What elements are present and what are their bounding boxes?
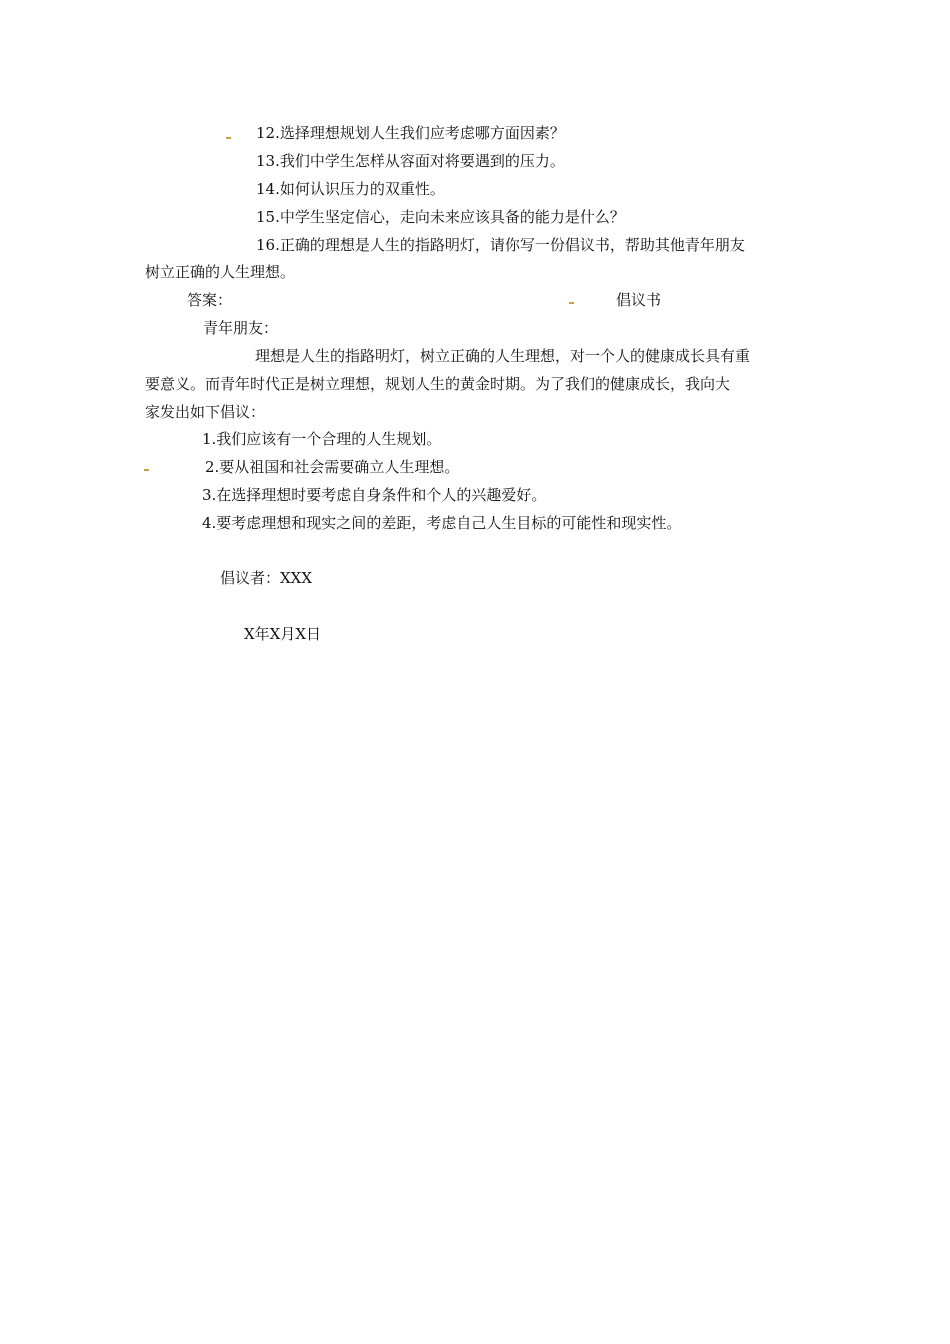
salutation: 青年朋友： (203, 319, 279, 337)
decorative-mark (144, 469, 149, 471)
question-15: 15.中学生坚定信心，走向未来应该具备的能力是什么？ (256, 208, 625, 226)
proposal-title: 倡议书 (616, 291, 662, 309)
question-16-line2: 树立正确的人生理想。 (145, 263, 296, 281)
date: X年X月X日 (244, 625, 322, 643)
proposal-item: 1.我们应该有一个合理的人生规划。 (202, 430, 442, 448)
answer-label: 答案： (187, 291, 233, 309)
question-16-line1: 16.正确的理想是人生的指路明灯，请你写一份倡议书，帮助其他青年朋友 (256, 236, 745, 254)
decorative-mark (569, 302, 574, 304)
intro-line-3: 家发出如下倡议： (145, 403, 266, 421)
question-14: 14.如何认识压力的双重性。 (256, 180, 445, 198)
decorative-mark (226, 137, 231, 139)
proposal-item: 4.要考虑理想和现实之间的差距，考虑自己人生目标的可能性和现实性。 (202, 514, 682, 532)
question-12: 12.选择理想规划人生我们应考虑哪方面因素？ (256, 124, 565, 142)
signer: 倡议者：XXX (220, 569, 313, 587)
intro-line-1: 理想是人生的指路明灯，树立正确的人生理想，对一个人的健康成长具有重 (255, 347, 751, 365)
proposal-item: 3.在选择理想时要考虑自身条件和个人的兴趣爱好。 (202, 486, 547, 504)
intro-line-2: 要意义。而青年时代正是树立理想，规划人生的黄金时期。为了我们的健康成长，我向大 (145, 375, 731, 393)
question-13: 13.我们中学生怎样从容面对将要遇到的压力。 (256, 152, 565, 170)
proposal-item: 2.要从祖国和社会需要确立人生理想。 (205, 458, 460, 476)
